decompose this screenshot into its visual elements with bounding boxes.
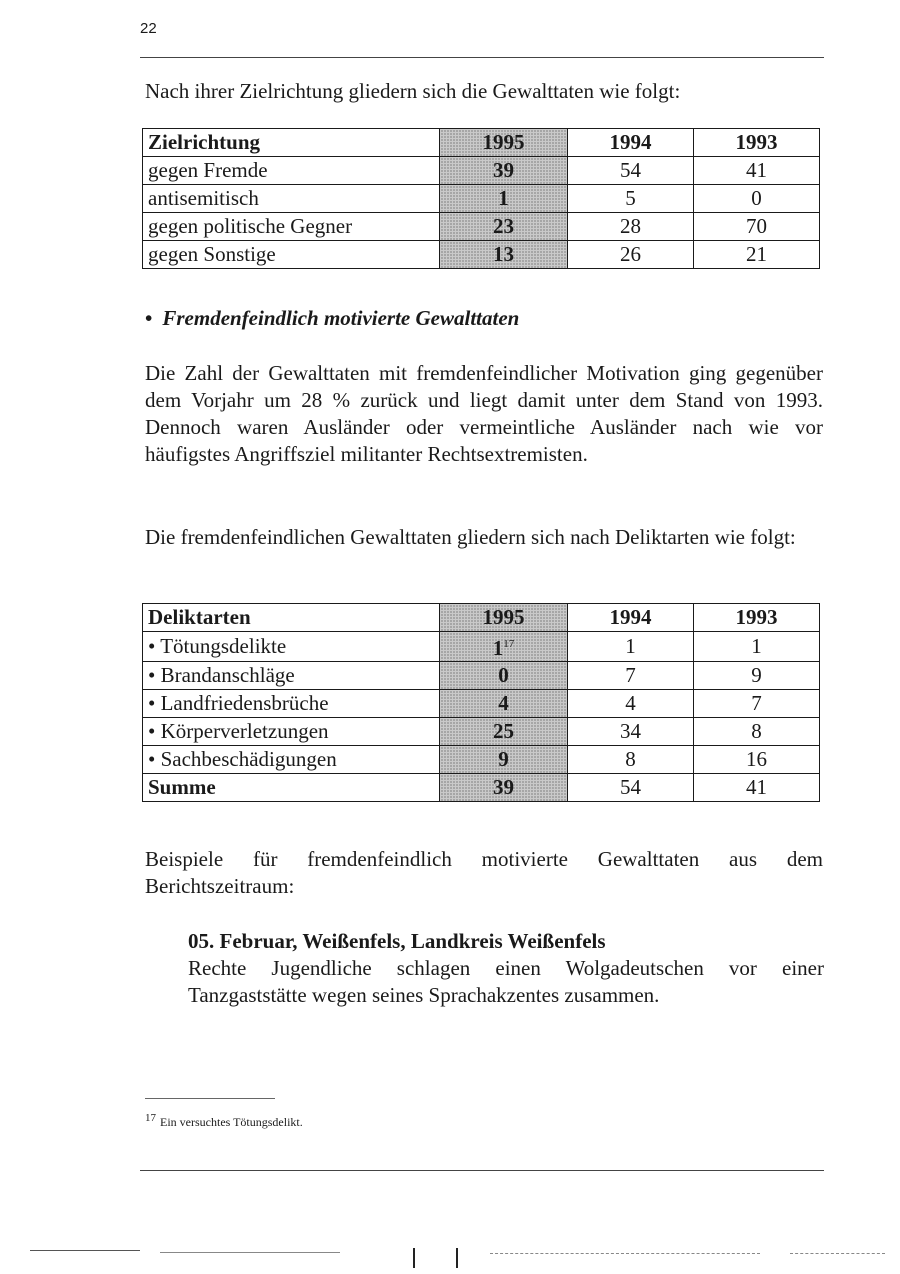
header-rule [140, 57, 824, 58]
value-1993: 8 [694, 718, 820, 746]
sum-1995: 39 [440, 774, 568, 802]
value-1993: 0 [694, 185, 820, 213]
value-1995: 1 [440, 185, 568, 213]
value-1993: 7 [694, 690, 820, 718]
value-1993: 41 [694, 157, 820, 185]
example-title: 05. Februar, Weißenfels, Landkreis Weißenfels [188, 929, 606, 953]
value-1993: 70 [694, 213, 820, 241]
value-1994: 8 [568, 746, 694, 774]
intro-text: Nach ihrer Zielrichtung gliedern sich die Gewalttaten wie folgt: [145, 79, 681, 103]
scan-artifact-bar [413, 1248, 415, 1268]
sum-1993: 41 [694, 774, 820, 802]
section-heading-text: Fremdenfeindlich motivierte Gewalttaten [162, 306, 520, 330]
header-1994: 1994 [568, 604, 694, 632]
table-deliktarten [142, 603, 820, 802]
value-1995 [440, 632, 568, 662]
footer-rule [140, 1170, 824, 1171]
example-entry [188, 928, 824, 1009]
header-1993: 1993 [694, 129, 820, 157]
value-1993: 16 [694, 746, 820, 774]
value-1994: 1 [568, 632, 694, 662]
paragraph-deliktarten-intro: Die fremdenfeindlichen Gewalttaten gliedern sich nach Deliktarten wie folgt: [145, 525, 796, 549]
header-zielrichtung: Zielrichtung [143, 129, 440, 157]
row-label: • Sachbeschädigungen [143, 746, 440, 774]
value-1995: 23 [440, 213, 568, 241]
sum-label: Summe [143, 774, 440, 802]
value-1994: 5 [568, 185, 694, 213]
header-1995: 1995 [440, 604, 568, 632]
footnote [145, 1112, 303, 1130]
bullet-glyph: • [145, 306, 153, 330]
value-1993: 21 [694, 241, 820, 269]
value-1995: 39 [440, 157, 568, 185]
value-1994: 7 [568, 662, 694, 690]
row-label: • Tötungsdelikte [143, 632, 440, 662]
paragraph-motivation: Die Zahl der Gewalttaten mit fremdenfeindlicher Motivation ging gegenüber dem Vorjahr um 28 % zurück und liegt damit unter dem Stand von 1993. Dennoch waren Ausländer oder vermeintliche Ausländer nach wie vor häufigstes Angriffsziel militanter Rechtsextremisten. [145, 361, 823, 466]
header-1993: 1993 [694, 604, 820, 632]
table-row [143, 746, 820, 774]
value-1994: 28 [568, 213, 694, 241]
row-label: • Landfriedensbrüche [143, 690, 440, 718]
header-deliktarten: Deliktarten [143, 604, 440, 632]
row-label: gegen Fremde [143, 157, 440, 185]
table-row [143, 718, 820, 746]
value-1995: 13 [440, 241, 568, 269]
value-1995: 9 [440, 746, 568, 774]
table-row [143, 157, 820, 185]
scan-artifact-bar [456, 1248, 458, 1268]
value-1995-number: 1 [492, 636, 504, 660]
table-header-row [143, 604, 820, 632]
table-zielrichtung [142, 128, 820, 269]
scan-artifact-dashed [790, 1253, 885, 1254]
sum-1994: 54 [568, 774, 694, 802]
value-1994: 4 [568, 690, 694, 718]
footnote-rule [145, 1098, 275, 1099]
footnote-text: Ein versuchtes Tötungsdelikt. [160, 1115, 303, 1129]
header-1995: 1995 [440, 129, 568, 157]
value-1994: 26 [568, 241, 694, 269]
section-heading [145, 306, 519, 331]
footnote-number: 17 [145, 1112, 156, 1124]
value-1995: 25 [440, 718, 568, 746]
table-row [143, 632, 820, 662]
table-row [143, 662, 820, 690]
row-label: gegen Sonstige [143, 241, 440, 269]
header-1994: 1994 [568, 129, 694, 157]
table-row [143, 213, 820, 241]
row-label: • Körperverletzungen [143, 718, 440, 746]
row-label: • Brandanschläge [143, 662, 440, 690]
value-1995: 4 [440, 690, 568, 718]
value-1993: 9 [694, 662, 820, 690]
table-row [143, 241, 820, 269]
value-1993: 1 [694, 632, 820, 662]
scan-artifact-line [30, 1250, 140, 1251]
row-label: gegen politische Gegner [143, 213, 440, 241]
footnote-reference: 17 [503, 638, 515, 650]
page-number: 22 [140, 20, 157, 37]
table-row [143, 185, 820, 213]
table-row [143, 690, 820, 718]
row-label: antisemitisch [143, 185, 440, 213]
paragraph-examples-intro: Beispiele für fremdenfeindlich motivierte Gewalttaten aus dem Berichtszeitraum: [145, 847, 823, 898]
example-body: Rechte Jugendliche schlagen einen Wolgadeutschen vor einer Tanzgaststätte wegen seines Sprachakzentes zusammen. [188, 956, 824, 1007]
value-1994: 34 [568, 718, 694, 746]
value-1995: 0 [440, 662, 568, 690]
scan-artifact-line [160, 1252, 340, 1253]
scan-artifact-dashed [490, 1253, 760, 1254]
table-header-row [143, 129, 820, 157]
value-1994: 54 [568, 157, 694, 185]
table-sum-row [143, 774, 820, 802]
